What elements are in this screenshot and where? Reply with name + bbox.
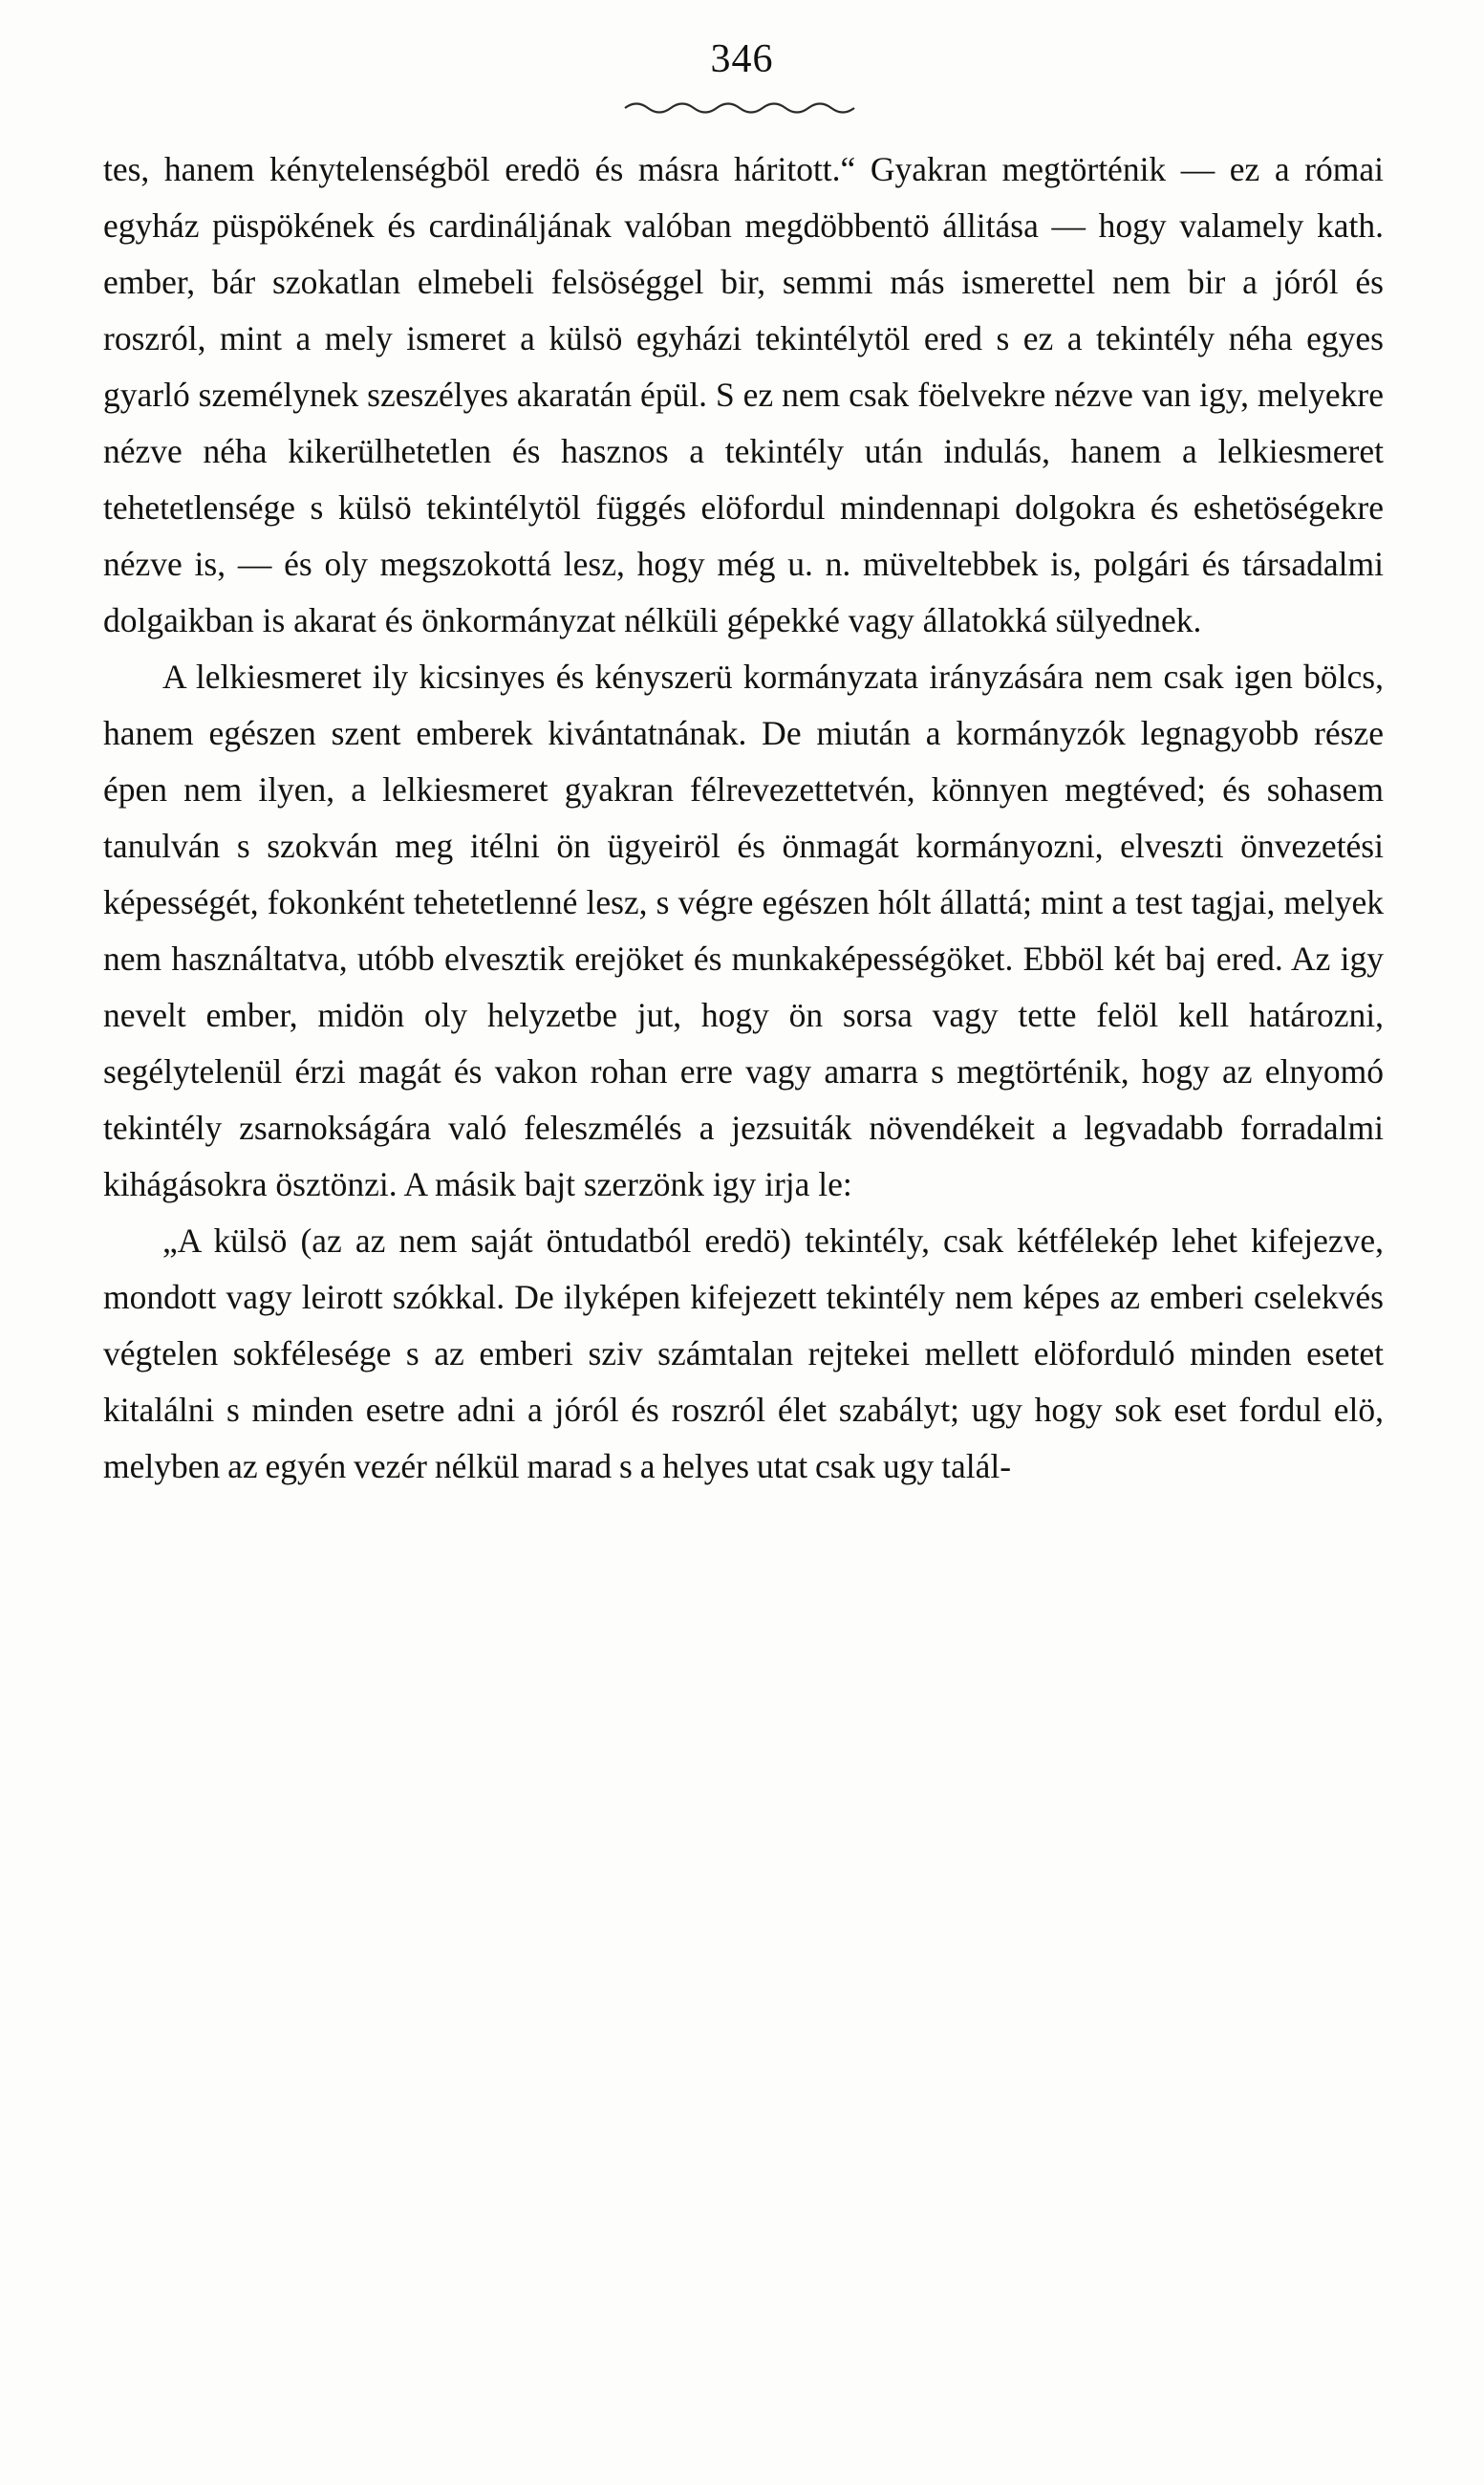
- paragraph-1: tes, hanem kénytelenségböl eredö és másra háritott.“ Gyakran megtörténik — ez a római egyház püspökének és cardináljának valóban megdöbbentö állitása — hogy valamely kath. ember, bár szokatlan elmebeli felsöséggel bir, semmi más ismerettel nem bir a jóról és roszról, mint a mely ismeret a külsö egyházi tekintélytöl ered s ez a tekintély néha egyes gyarló személynek szeszélyes akaratán épül. S ez nem csak föelvekre nézve van igy, melyekre nézve néha kikerülhetetlen és hasznos a tekintély után indulás, hanem a lelkiesmeret tehetetlensége s külsö tekintélytöl függés elöfordul mindennapi dolgokra és eshetöségekre nézve is, — és oly megszokottá lesz, hogy még u. n. müveltebbek is, polgári és társadalmi dolgaikban is akarat és önkormányzat nélküli gépekké vagy állatokká sülyednek.: [103, 150, 1384, 639]
- paragraph-3: „A külsö (az az nem saját öntudatból eredö) tekintély, csak kétfélekép lehet kifejezve, mondott vagy leirott szókkal. De ilyképen kifejezett tekintély nem képes az emberi cselekvés végtelen sokfélesége s az emberi sziv számtalan rejtekei mellett elöforduló minden esetet kitalálni s minden esetre adni a jóról és roszról élet szabályt; ugy hogy sok eset fordul elö, melyben az egyén vezér nélkül marad s a helyes utat csak ugy talál-: [103, 1221, 1384, 1485]
- page-body: [103, 141, 1384, 1495]
- page-number: 346: [710, 37, 774, 81]
- paragraph-2: A lelkiesmeret ily kicsinyes és kényszerü kormányzata irányzására nem csak igen bölcs, hanem egészen szent emberek kivántatnának. De miután a kormányzók legnagyobb része épen nem ilyen, a lelkiesmeret gyakran félrevezettetvén, könnyen megtéved; és sohasem tanulván s szokván meg itélni ön ügyeiröl és önmagát kormányozni, elveszti önvezetési képességét, fokonként tehetetlenné lesz, s végre egészen hólt állattá; mint a test tagjai, melyek nem használtatva, utóbb elvesztik erejöket és munkaképességöket. Ebböl két baj ered. Az igy nevelt ember, midön oly helyzetbe jut, hogy ön sorsa vagy tette felöl kell határozni, segélytelenül érzi magát és vakon rohan erre vagy amarra s megtörténik, hogy az elnyomó tekintély zsarnokságára való feleszmélés a jezsuiták növendékeit a legvadabb forradalmi kihágásokra ösztönzi. A másik bajt szerzönk igy irja le:: [103, 658, 1384, 1203]
- decorative-rule: [623, 99, 862, 117]
